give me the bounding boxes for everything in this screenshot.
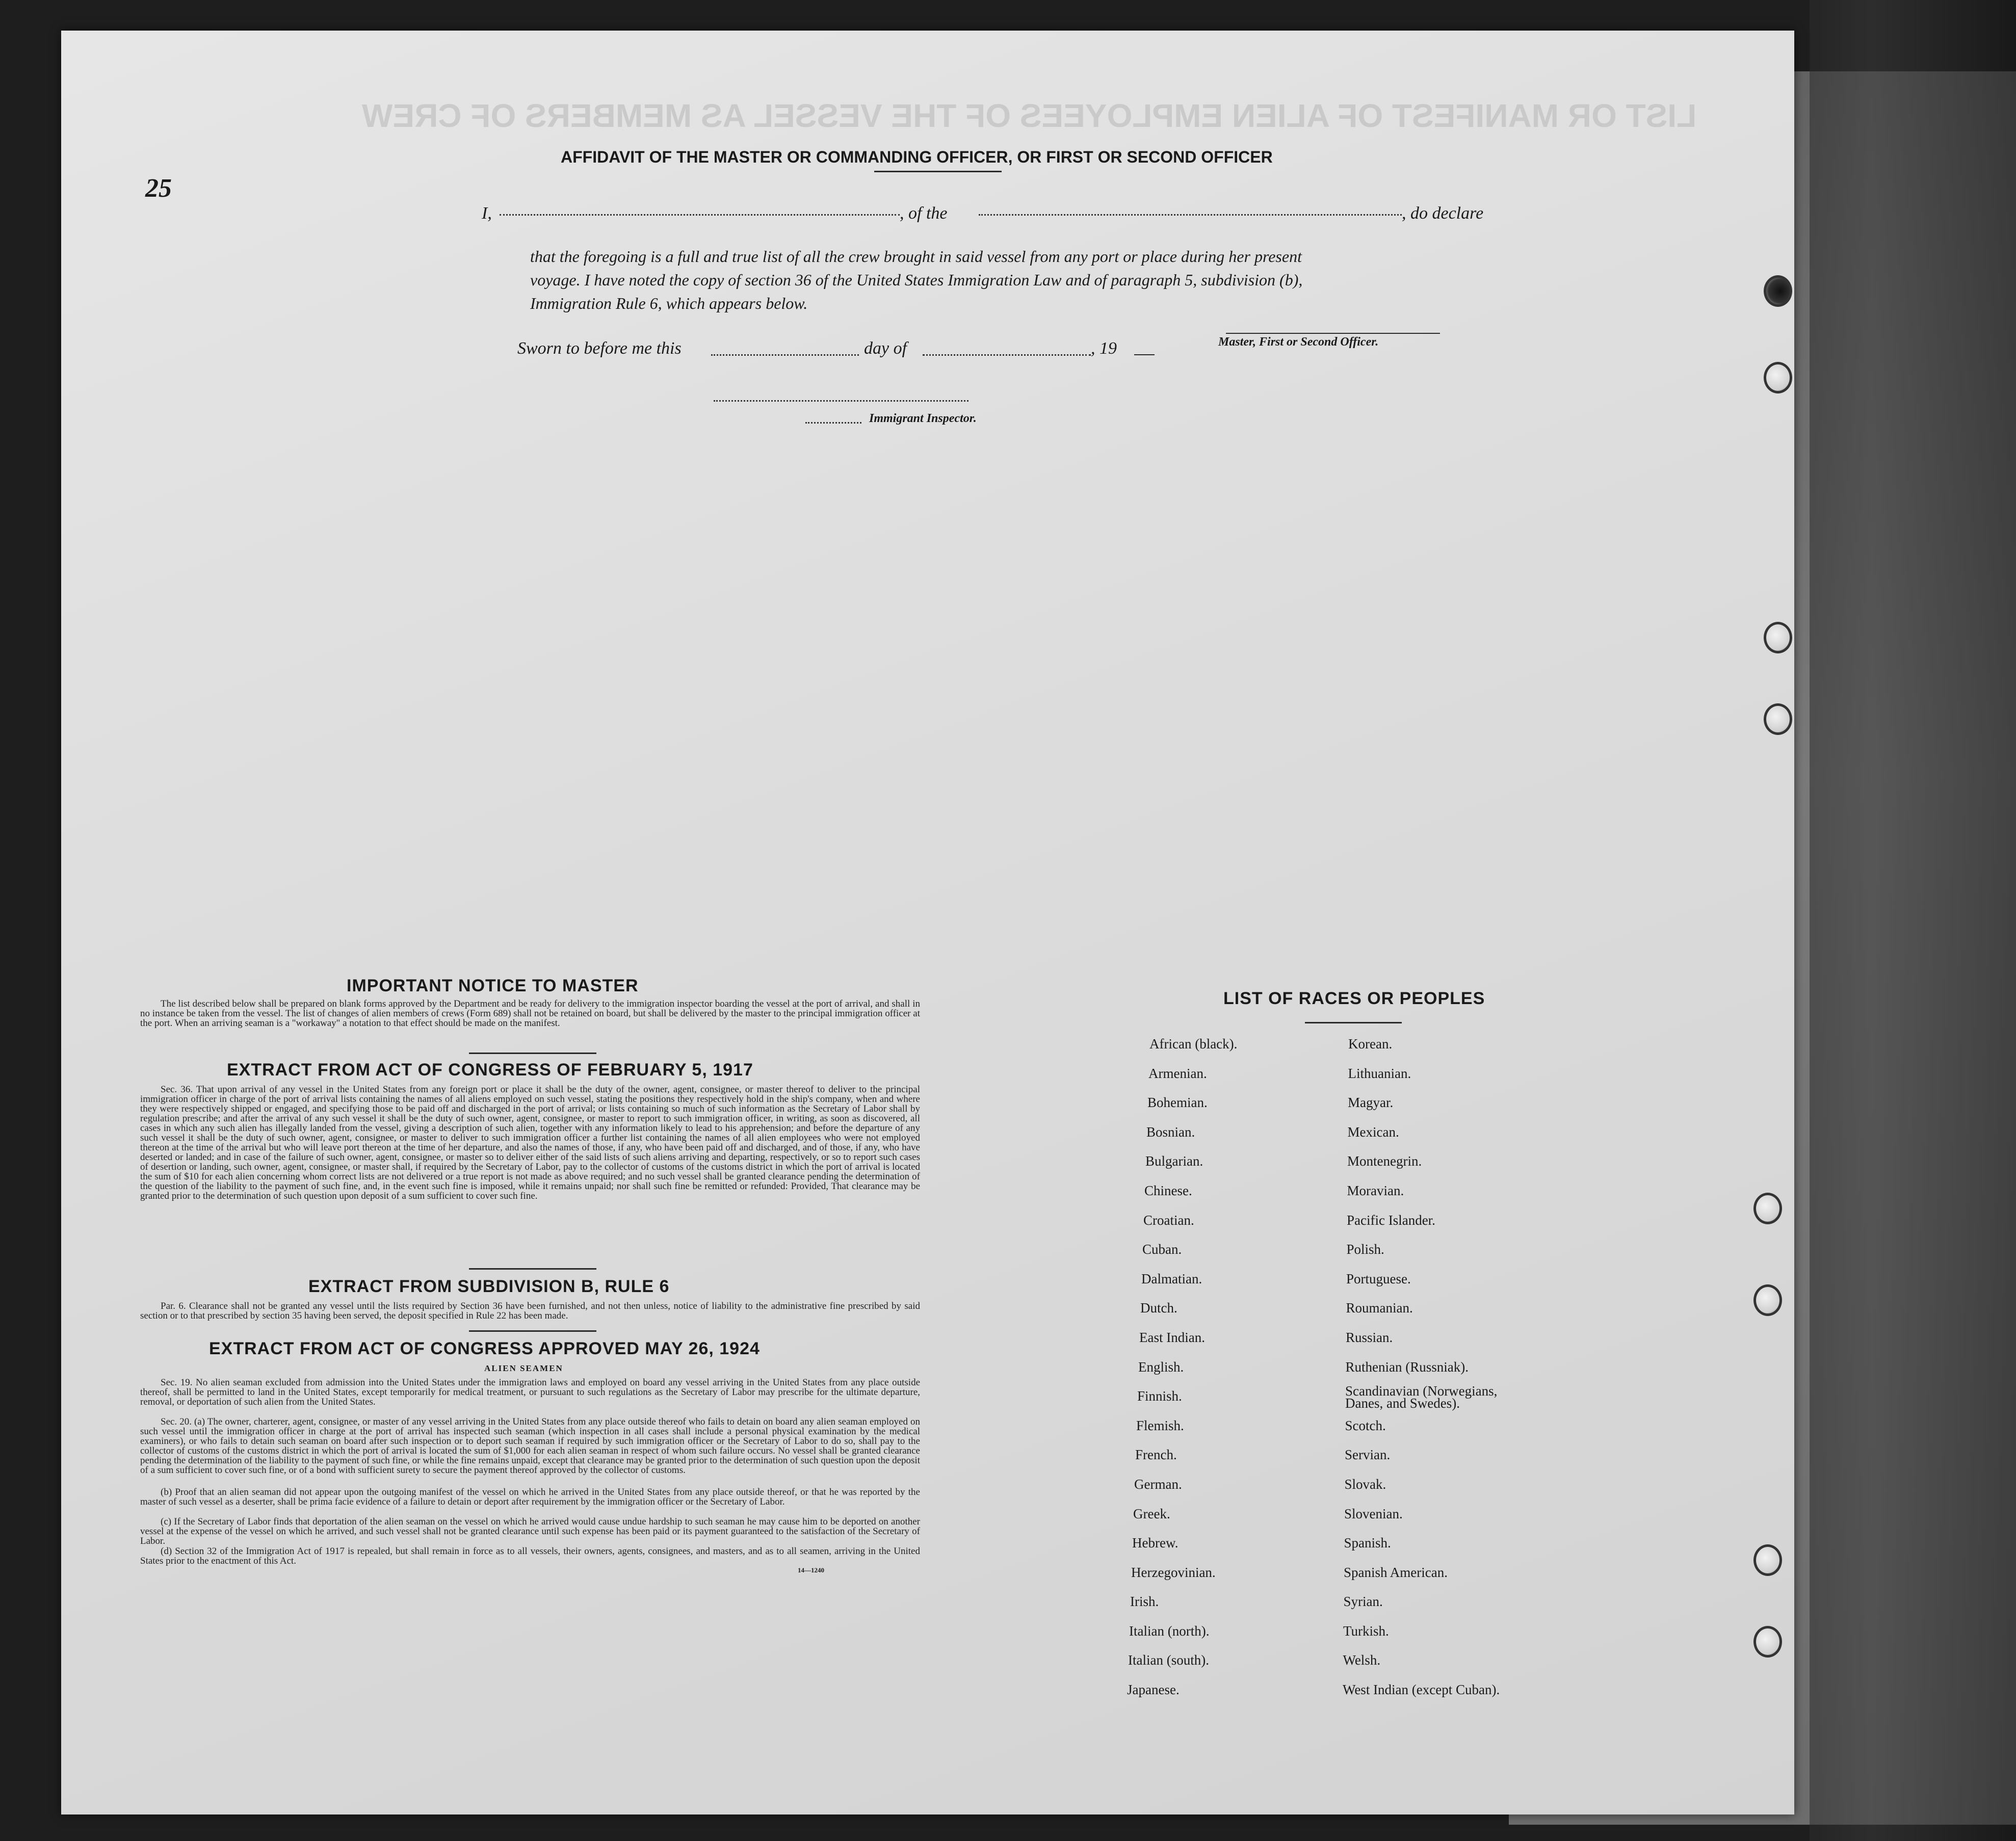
title-rule bbox=[874, 171, 1002, 172]
race-item: Cuban. bbox=[1142, 1242, 1182, 1257]
form-number: 14—1240 bbox=[798, 1566, 824, 1574]
margin-mark: 25 bbox=[145, 174, 172, 203]
extract-1924-para: Sec. 20. (a) The owner, charterer, agent, consignee, or master of any vessel arriving in the United States from any place outside thereof who fails to detain on board any alien seaman employed on such vessel until the immigration officer in charge at the port of arrival has inspected such seaman (which inspection in all cases shall include a personal physical examination by the medical examiners), or who fails to detain such seaman on board after such inspection or to deport such seaman if required by such immigration officer or the Secretary of Labor to do so, shall pay to the collector of customs of the customs district in which the port of arrival is located the sum of $1,000 for each alien seaman in respect of whom such failure occurs. No vessel shall be granted clearance pending the determination of the liability to the payment of such fine, or while the fine remains unpaid, except that clearance may be granted prior to the determination of such question upon the deposit of a sum sufficient to cover such fine, or of a bond with sufficient surety to secure the payment thereof approved by the collector of customs. bbox=[140, 1416, 920, 1476]
race-item: Polish. bbox=[1346, 1242, 1384, 1257]
binder-hole bbox=[1753, 1626, 1782, 1658]
race-item: Japanese. bbox=[1127, 1682, 1180, 1698]
race-item: Russian. bbox=[1346, 1329, 1393, 1345]
race-item: Syrian. bbox=[1343, 1594, 1383, 1610]
race-item: Bosnian. bbox=[1146, 1124, 1195, 1140]
affidavit-body-line: Immigration Rule 6, which appears below. bbox=[530, 294, 808, 312]
affidavit-body-line: that the foregoing is a full and true list of all the crew brought in said vessel from any port or place during her present bbox=[530, 247, 1302, 266]
race-item: African (black). bbox=[1149, 1036, 1238, 1051]
section-rule bbox=[469, 1053, 596, 1054]
binder-hole bbox=[1753, 1544, 1782, 1576]
race-item: Pacific Islander. bbox=[1347, 1212, 1435, 1228]
race-item: Chinese. bbox=[1144, 1182, 1192, 1198]
extract-1924-para: (c) If the Secretary of Labor finds that deportation of the alien seaman on the vessel on which he arrived would cause undue hardship to such seaman he may cause him to be deported on another vessel at the expense of the vessel on which he arrived, and such vessel shall not be granted clearance until such expense has been paid or its payment guaranteed to the satisfaction of the Secretary of Labor. bbox=[140, 1516, 920, 1546]
race-item: Bulgarian. bbox=[1145, 1153, 1203, 1169]
race-item: Bohemian. bbox=[1147, 1095, 1208, 1111]
extract-1917-heading: EXTRACT FROM ACT OF CONGRESS OF FEBRUARY 5, 1917 bbox=[227, 1060, 753, 1080]
day-of-label: day of bbox=[864, 339, 907, 358]
race-item: Flemish. bbox=[1136, 1417, 1184, 1433]
race-item: Armenian. bbox=[1148, 1065, 1207, 1081]
vessel-name-field[interactable] bbox=[979, 214, 1402, 216]
race-item: Irish. bbox=[1130, 1594, 1159, 1610]
master-signature-label: Master, First or Second Officer. bbox=[1218, 335, 1379, 349]
race-item: Hebrew. bbox=[1132, 1535, 1179, 1551]
race-item: Italian (north). bbox=[1129, 1623, 1210, 1639]
alien-seamen-subheading: ALIEN SEAMEN bbox=[484, 1363, 563, 1373]
inspector-label: Immigrant Inspector. bbox=[869, 412, 977, 425]
race-item: Welsh. bbox=[1343, 1652, 1381, 1668]
race-item: Croatian. bbox=[1143, 1212, 1194, 1228]
binder-hole bbox=[1753, 1284, 1782, 1316]
affidavit-of-the: , of the bbox=[900, 204, 948, 223]
races-left-column bbox=[1127, 1030, 1238, 1705]
extract-1924-para: (b) Proof that an alien seaman did not appear upon the outgoing manifest of the vessel on which he arrived in the United States from any place outside thereof, or that he was reported by the master of such vessel as a deserter, shall be prima facie evidence of a failure to detain or deport after requirement by the immigration officer or the Secretary of Labor. bbox=[140, 1487, 920, 1507]
scanner-background bbox=[1810, 0, 2016, 1841]
affidavit-title: AFFIDAVIT OF THE MASTER OR COMMANDING OFFICER, OR FIRST OR SECOND OFFICER bbox=[561, 148, 1273, 166]
race-item: Turkish. bbox=[1343, 1623, 1389, 1639]
race-item: Moravian. bbox=[1347, 1182, 1404, 1198]
notice-heading: IMPORTANT NOTICE TO MASTER bbox=[347, 976, 639, 995]
extract-1924-para: (d) Section 32 of the Immigration Act of 1917 is repealed, but shall remain in force as to all vessels, their owners, agents, consignees, and masters, and as to all seamen, arriving in the United States prior to the enactment of this Act. bbox=[140, 1546, 920, 1566]
race-item: Portuguese. bbox=[1346, 1271, 1411, 1286]
race-item: Finnish. bbox=[1137, 1388, 1182, 1404]
extract-rule6-heading: EXTRACT FROM SUBDIVISION B, RULE 6 bbox=[308, 1277, 670, 1296]
binder-hole bbox=[1764, 622, 1792, 653]
affidavit-body-line: voyage. I have noted the copy of section 36 of the United States Immigration Law and of paragraph 5, subdivision (b), bbox=[530, 271, 1303, 289]
race-item: German. bbox=[1134, 1476, 1182, 1492]
year-label: , 19 bbox=[1091, 339, 1117, 358]
race-item: Mexican. bbox=[1347, 1124, 1399, 1140]
races-heading: LIST OF RACES OR PEOPLES bbox=[1223, 989, 1485, 1008]
race-item: French. bbox=[1135, 1447, 1177, 1463]
section-rule bbox=[469, 1330, 596, 1332]
race-item: Scotch. bbox=[1345, 1417, 1386, 1433]
race-item: Dutch. bbox=[1140, 1300, 1177, 1316]
race-item: Spanish American. bbox=[1344, 1564, 1448, 1580]
race-item: Slovenian. bbox=[1344, 1506, 1403, 1521]
race-item: Magyar. bbox=[1348, 1095, 1394, 1111]
race-item: Herzegovinian. bbox=[1131, 1564, 1216, 1580]
section-rule bbox=[469, 1268, 596, 1270]
race-item: Korean. bbox=[1348, 1036, 1393, 1051]
sworn-to-label: Sworn to before me this bbox=[517, 339, 682, 358]
year-line[interactable] bbox=[1134, 354, 1155, 355]
extract-rule6-text: Par. 6. Clearance shall not be granted any vessel until the lists required by Section 36 have been furnished, and not then unless, notice of liability to the administrative fine prescribed by said section or to that prescribed by section 35 having been served, the deposit specified in Rule 22 has been made. bbox=[140, 1301, 920, 1321]
inspector-short-line bbox=[805, 422, 861, 424]
binder-hole bbox=[1764, 362, 1792, 393]
affidavit-i: I, bbox=[482, 204, 492, 223]
inspector-signature-line[interactable] bbox=[714, 400, 968, 402]
binder-hole bbox=[1753, 1193, 1782, 1224]
master-signature-line[interactable] bbox=[1226, 333, 1440, 334]
race-item: West Indian (except Cuban). bbox=[1343, 1682, 1500, 1698]
race-item: Lithuanian. bbox=[1348, 1065, 1411, 1081]
race-item: Spanish. bbox=[1344, 1535, 1391, 1551]
extract-1924-heading: EXTRACT FROM ACT OF CONGRESS APPROVED MAY 26, 1924 bbox=[209, 1339, 760, 1358]
affidavit-declare: , do declare bbox=[1402, 204, 1484, 223]
race-item: Dalmatian. bbox=[1141, 1271, 1202, 1286]
race-item: Slovak. bbox=[1344, 1476, 1386, 1492]
extract-1924-para: Sec. 19. No alien seaman excluded from admission into the United States under the immigration laws and employed on board any vessel arriving in the United States from any place outside thereof, shall be permitted to land in the United States, except temporarily for medical treatment, or pursuant to such regulations as the Secretary of Labor may prescribe for the ultimate departure, removal, or deportation of such alien from the United States. bbox=[140, 1377, 920, 1407]
race-item: Ruthenian (Russniak). bbox=[1345, 1359, 1469, 1375]
bleed-through-heading: LIST OR MANIFEST OF ALIEN EMPLOYEES OF THE VESSEL AS MEMBERS OF CREW bbox=[362, 97, 1697, 134]
extract-1917-text: Sec. 36. That upon arrival of any vessel in the United States from any foreign port or place it shall be the duty of the owner, agent, consignee, or master thereof to deliver to the principal immigration officer in charge of the port of arrival lists containing the names of all aliens employed on such vessel, stating the positions they respectively hold in the ship's company, when and where they were respectively shipped or engaged, and specifying those to be paid off and discharged in the port of arrival; or lists containing so much of such information as the Secretary of Labor shall by regulation prescribe; and after the arrival of any such vessel it shall be the duty of such owner, agent, consignee, or master to report to such immigration officer, in writing, as soon as discovered, all cases in which any such alien has illegally landed from the vessel, giving a description of such alien, together with any information likely to lead to his apprehension; and before the departure of any such vessel it shall be the duty of such owner, agent, consignee, or master to deliver to such immigration officer a further list containing the names of all alien employees who were not employed thereon at the time of the arrival but who will leave port thereon at the time of her departure, and also the names of those, if any, who have been paid off and discharged, and of those, if any, who have deserted or landed; and in case of the failure of such owner, agent, consignee, or master so to deliver either of the said lists of such aliens arriving and departing, respectively, or so to report such cases of desertion or landing, such owner, agent, consignee, or master shall, if required by the Secretary of Labor, pay to the collector of customs of the customs district in which the port of arrival is located the sum of $10 for each alien concerning whom correct lists are not delivered or a true report is not made as above required; and no such vessel shall be granted clearance pending the determination of the question of the liability to the payment of such fine, and, in the event such fine is imposed, while it remains unpaid; nor shall such fine be remitted or refunded: Provided, That clearance may be granted prior to the determination of such question upon deposit of a sum sufficient to cover such fine. bbox=[140, 1084, 920, 1201]
sworn-day-field[interactable] bbox=[711, 354, 859, 356]
race-item: Scandinavian (Norwegians, Danes, and Swedes). bbox=[1345, 1383, 1498, 1411]
affidavit-body bbox=[530, 245, 1509, 315]
race-item: English. bbox=[1138, 1359, 1184, 1375]
race-item: East Indian. bbox=[1139, 1329, 1205, 1345]
race-item: Italian (south). bbox=[1128, 1652, 1209, 1668]
notice-text: The list described below shall be prepared on blank forms approved by the Department and be ready for delivery to the immigration inspector boarding the vessel at the port of arrival, and shall in no instance be taken from the vessel. The list of changes of alien members of crews (Form 689) shall not be retained on board, but shall be delivered by the master to the principal immigration officer at the port. When an arriving seaman is a "workaway" a notation to that effect should be made on the manifest. bbox=[140, 998, 920, 1029]
master-name-field[interactable] bbox=[500, 214, 900, 216]
races-rule bbox=[1305, 1022, 1402, 1023]
race-item: Montenegrin. bbox=[1347, 1153, 1422, 1169]
sworn-month-field[interactable] bbox=[923, 354, 1091, 356]
race-item: Greek. bbox=[1133, 1506, 1170, 1521]
races-right-column bbox=[1343, 1030, 1513, 1705]
binder-hole bbox=[1764, 703, 1792, 735]
document-page bbox=[61, 31, 1794, 1814]
binder-hole bbox=[1764, 275, 1792, 307]
race-item: Roumanian. bbox=[1346, 1300, 1413, 1316]
race-item: Servian. bbox=[1345, 1447, 1391, 1463]
